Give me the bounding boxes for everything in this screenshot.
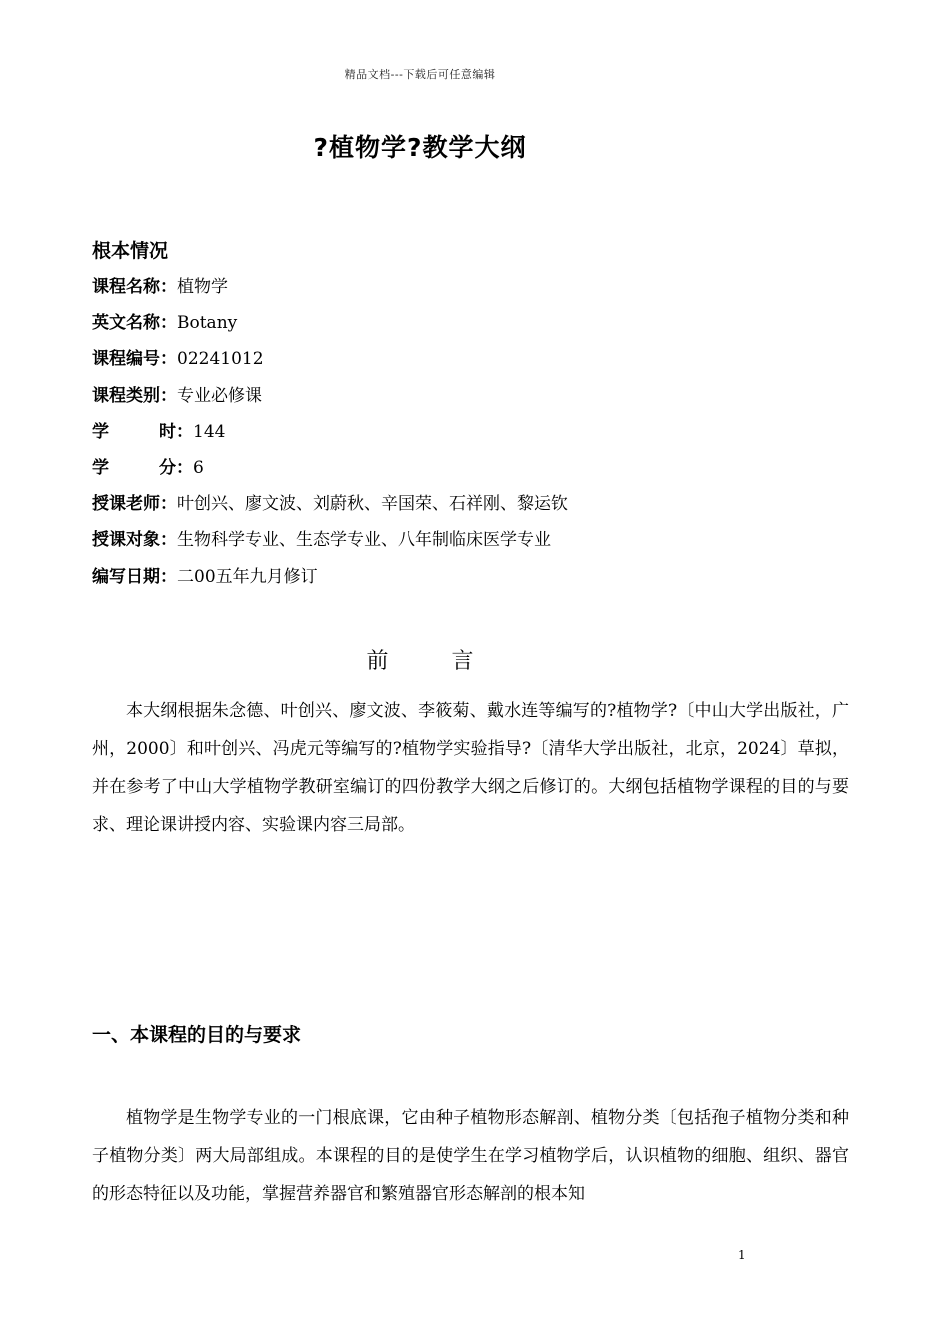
- info-colon: ：: [160, 385, 177, 406]
- info-colon: ：: [160, 313, 177, 334]
- preface-paragraph: 本大纲根据朱念德、叶创兴、廖文波、李筱菊、戴水连等编写的?植物学?〔中山大学出版社，广州，2000〕和叶创兴、冯虎元等编写的?植物学实验指导?〔清华大学出版社，北京，2024〕草拟，并在参考了中山大学植物学教研室编订的四份教学大纲之后修订的。大纲包括植物学课程的目的与要求、理论课讲授内容、实验课内容三局部。: [92, 701, 849, 835]
- document-title: ?植物学?教学大纲: [313, 133, 527, 162]
- info-value: 专业必修课: [177, 385, 262, 406]
- info-row-hours: [92, 417, 568, 453]
- info-colon: ：: [160, 277, 177, 297]
- info-value: 叶创兴、廖文波、刘蔚秋、辛国荣、石祥刚、黎运钦: [177, 494, 568, 515]
- info-row-audience: [92, 525, 568, 561]
- info-value: 植物学: [177, 277, 228, 297]
- info-label: 编写日期: [92, 566, 160, 587]
- info-row-english-name: [92, 308, 568, 344]
- info-colon: ：: [176, 457, 193, 478]
- info-row-course-type: [92, 381, 568, 417]
- info-row-date: [92, 562, 568, 598]
- info-colon: ：: [160, 494, 177, 515]
- info-value: 02241012: [177, 349, 264, 370]
- info-label: 英文名称: [92, 313, 160, 334]
- info-value: 二00五年九月修订: [177, 566, 318, 587]
- info-row-course-code: [92, 344, 568, 380]
- info-value: Botany: [177, 313, 238, 334]
- info-row-course-name: [92, 272, 568, 308]
- info-label: 课程编号: [92, 349, 160, 370]
- info-value: 生物科学专业、生态学专业、八年制临床医学专业: [177, 530, 551, 551]
- info-colon: ：: [160, 530, 177, 551]
- basic-info-heading: 根本情况: [92, 240, 169, 262]
- page-number: 1: [738, 1248, 746, 1262]
- header-note: 精品文档---下载后可任意编辑: [344, 68, 496, 81]
- section1-heading: 一、本课程的目的与要求: [92, 1024, 302, 1046]
- info-label: 授课对象: [92, 530, 160, 551]
- basic-info-list: [92, 272, 568, 598]
- info-label: 课程类别: [92, 385, 160, 406]
- info-row-credits: [92, 453, 568, 489]
- info-row-teachers: [92, 489, 568, 525]
- preface-heading: 前 言: [366, 649, 502, 674]
- info-label: 授课老师: [92, 494, 160, 515]
- info-colon: ：: [160, 349, 177, 370]
- info-colon: ：: [160, 566, 177, 587]
- info-label: 学 分: [92, 457, 176, 478]
- info-value: 6: [193, 457, 204, 478]
- section1-paragraph: 植物学是生物学专业的一门根底课，它由种子植物形态解剖、植物分类〔包括孢子植物分类和种子植物分类〕两大局部组成。本课程的目的是使学生在学习植物学后，认识植物的细胞、组织、器官的形态特征以及功能，掌握营养器官和繁殖器官形态解剖的根本知: [92, 1108, 849, 1204]
- info-label: 课程名称: [92, 277, 160, 297]
- info-value: 144: [193, 421, 226, 442]
- info-colon: ：: [176, 421, 193, 442]
- info-label: 学 时: [92, 421, 176, 442]
